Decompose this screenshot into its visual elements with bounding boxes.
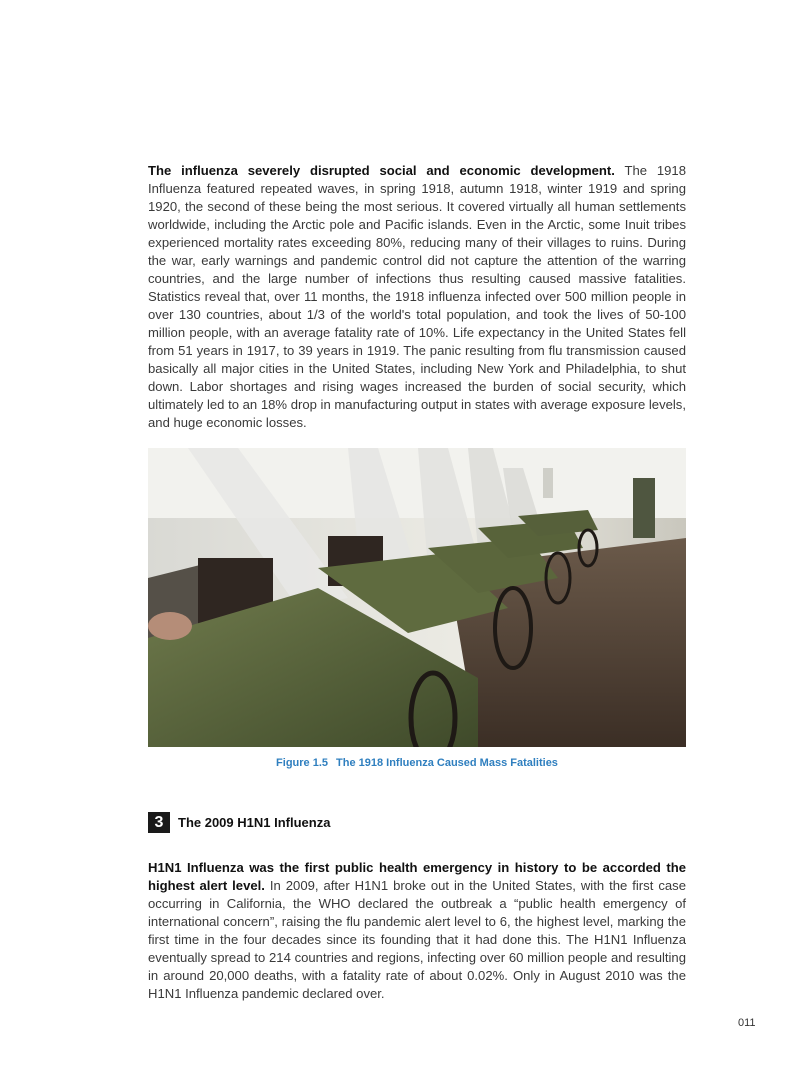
figure-title: The 1918 Influenza Caused Mass Fatalities: [336, 757, 558, 769]
section-number-badge: 3: [148, 812, 170, 833]
paragraph-lead: H1N1 Influenza was the first public health emergency in history to be accorded the highest alert level.: [148, 860, 686, 894]
paragraph-body: In 2009, after H1N1 broke out in the United States, with the first case occurring in California, the WHO declared the outbreak a “public health emergency of international concern”, raising the flu pandemic alert level to 6, the highest level, marking the first time in the four decades since its founding that it had done this. The H1N1 Influenza eventually spread to 214 countries and regions, infecting over 60 million people and resulting in around 20,000 deaths, with a fatality rate of about 0.02%. Only in August 2010 was the H1N1 Influenza pandemic declared over.: [148, 878, 686, 1002]
hospital-ward-photo: [148, 448, 686, 747]
figure-number: Figure 1.5: [276, 757, 329, 769]
figure-caption: [148, 757, 686, 769]
page-number: 011: [738, 1017, 756, 1029]
paragraph-h1n1: [148, 859, 686, 1003]
paragraph-1918-influenza: [148, 162, 686, 432]
paragraph-body: The 1918 Influenza featured repeated waves, in spring 1918, autumn 1918, winter 1919 and spring 1920, the second of these being the most serious. It covered virtually all human settlements worldwide, including the Arctic pole and Pacific islands. Even in the Arctic, some Inuit tribes experienced mortality rates exceeding 80%, reducing many of their villages to ruins. During the war, early warnings and pandemic control did not capture the attention of the warring countries, and the large number of infections thus resulting caused massive fatalities. Statistics reveal that, over 11 months, the 1918 influenza infected over 500 million people in over 130 countries, about 1/3 of the world's total population, and took the lives of 50-100 million people, with an average fatality rate of 10%. Life expectancy in the United States fell from 51 years in 1917, to 39 years in 1919. The panic resulting from flu transmission caused basically all major cities in the United States, including New York and Philadelphia, to shut down. Labor shortages and rising wages increased the burden of social security, which ultimately led to an 18% drop in manufacturing output in states with average exposure levels, and huge economic losses.: [148, 163, 687, 431]
section-title: The 2009 H1N1 Influenza: [178, 815, 331, 830]
section-heading: [148, 812, 330, 833]
paragraph-lead: The influenza severely disrupted social and economic development.: [148, 163, 615, 179]
